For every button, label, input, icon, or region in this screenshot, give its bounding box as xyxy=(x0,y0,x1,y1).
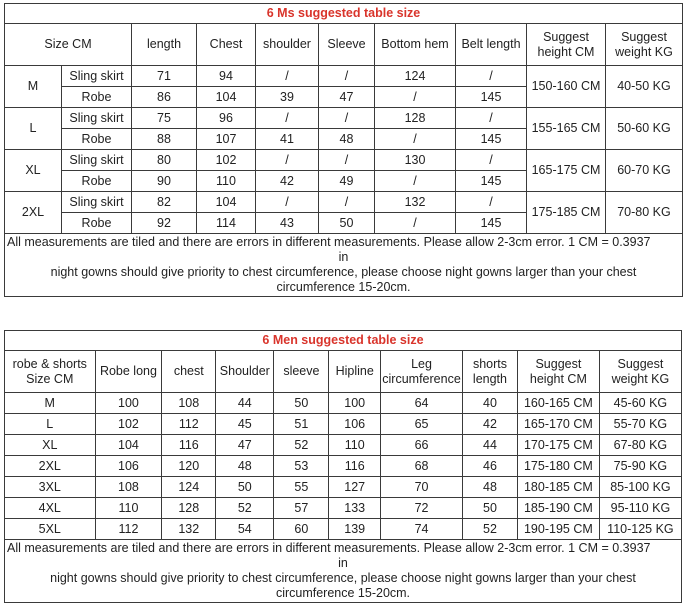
women-size-table xyxy=(4,3,683,297)
women-table-title: 6 Ms suggested table size xyxy=(5,4,683,24)
belt-length-cell: 145 xyxy=(456,171,527,192)
header-robe-long: Robe long xyxy=(95,351,162,393)
suggest-weight-cell: 45-60 KG xyxy=(599,393,681,414)
length-cell: 82 xyxy=(132,192,197,213)
hipline-cell: 106 xyxy=(329,414,381,435)
header-length: length xyxy=(132,24,197,66)
suggest-weight-cell: 95-110 KG xyxy=(599,498,681,519)
garment-cell: Sling skirt xyxy=(62,108,132,129)
shoulder-cell: / xyxy=(256,150,319,171)
shoulder-cell: 41 xyxy=(256,129,319,150)
length-cell: 88 xyxy=(132,129,197,150)
suggest-height-cell: 190-195 CM xyxy=(517,519,599,540)
shoulder-cell: 52 xyxy=(216,498,274,519)
length-cell: 80 xyxy=(132,150,197,171)
shorts-length-cell: 44 xyxy=(462,435,517,456)
sleeve-cell: 52 xyxy=(274,435,329,456)
robe-long-cell: 106 xyxy=(95,456,162,477)
leg-circumference-cell: 68 xyxy=(381,456,463,477)
shoulder-cell: 39 xyxy=(256,87,319,108)
bottom-hem-cell: 132 xyxy=(375,192,456,213)
shorts-length-cell: 52 xyxy=(462,519,517,540)
suggest-height-cell: 150-160 CM xyxy=(527,66,606,108)
header-suggest-height: Suggest height CM xyxy=(527,24,606,66)
men-header-row xyxy=(5,351,682,393)
chest-cell: 104 xyxy=(197,192,256,213)
size-cell: 2XL xyxy=(5,192,62,234)
shoulder-cell: / xyxy=(256,108,319,129)
chest-cell: 128 xyxy=(162,498,216,519)
sleeve-cell: 53 xyxy=(274,456,329,477)
bottom-hem-cell: 128 xyxy=(375,108,456,129)
robe-long-cell: 104 xyxy=(95,435,162,456)
men-note-line3: night gowns should give priority to chest circumference, please choose night gowns larger than your chest xyxy=(50,571,636,585)
shorts-length-cell: 48 xyxy=(462,477,517,498)
belt-length-cell: / xyxy=(456,192,527,213)
belt-length-cell: 145 xyxy=(456,87,527,108)
header-sleeve: Sleeve xyxy=(319,24,375,66)
chest-cell: 114 xyxy=(197,213,256,234)
women-note-line3: night gowns should give priority to chest circumference, please choose night gowns larger than your chest xyxy=(50,265,637,279)
sleeve-cell: / xyxy=(319,108,375,129)
header-shoulder: Shoulder xyxy=(216,351,274,393)
size-cell: XL xyxy=(5,150,62,192)
shorts-length-cell: 42 xyxy=(462,414,517,435)
garment-cell: Robe xyxy=(62,171,132,192)
shoulder-cell: 54 xyxy=(216,519,274,540)
men-note xyxy=(5,540,682,603)
garment-cell: Robe xyxy=(62,87,132,108)
bottom-hem-cell: / xyxy=(375,129,456,150)
suggest-weight-cell: 60-70 KG xyxy=(606,150,683,192)
hipline-cell: 100 xyxy=(329,393,381,414)
sleeve-cell: / xyxy=(319,150,375,171)
suggest-weight-cell: 40-50 KG xyxy=(606,66,683,108)
suggest-height-cell: 185-190 CM xyxy=(517,498,599,519)
chest-cell: 102 xyxy=(197,150,256,171)
header-shorts-length: shorts length xyxy=(462,351,517,393)
chest-cell: 94 xyxy=(197,66,256,87)
bottom-hem-cell: 124 xyxy=(375,66,456,87)
suggest-weight-cell: 70-80 KG xyxy=(606,192,683,234)
suggest-weight-cell: 50-60 KG xyxy=(606,108,683,150)
suggest-height-cell: 165-170 CM xyxy=(517,414,599,435)
chest-cell: 107 xyxy=(197,129,256,150)
chest-cell: 112 xyxy=(162,414,216,435)
leg-circumference-cell: 66 xyxy=(381,435,463,456)
men-table-title: 6 Men suggested table size xyxy=(5,331,682,351)
shoulder-cell: 47 xyxy=(216,435,274,456)
hipline-cell: 116 xyxy=(329,456,381,477)
table-row xyxy=(5,435,682,456)
leg-circumference-cell: 64 xyxy=(381,393,463,414)
size-cell: M xyxy=(5,393,96,414)
header-suggest-weight: Suggest weight KG xyxy=(599,351,681,393)
men-note-line2: in xyxy=(338,556,348,570)
men-size-table xyxy=(4,330,682,603)
header-size: Size CM xyxy=(5,24,132,66)
leg-circumference-cell: 72 xyxy=(381,498,463,519)
belt-length-cell: 145 xyxy=(456,129,527,150)
suggest-height-cell: 180-185 CM xyxy=(517,477,599,498)
table-row xyxy=(5,192,683,213)
belt-length-cell: / xyxy=(456,66,527,87)
women-note-line1: All measurements are tiled and there are errors in different measurements. Please allow 2-3cm error. 1 CM = 0.3937 xyxy=(7,235,651,249)
size-cell: XL xyxy=(5,435,96,456)
table-row xyxy=(5,414,682,435)
suggest-weight-cell: 55-70 KG xyxy=(599,414,681,435)
sleeve-cell: 51 xyxy=(274,414,329,435)
shoulder-cell: / xyxy=(256,192,319,213)
sleeve-cell: 50 xyxy=(319,213,375,234)
sleeve-cell: 57 xyxy=(274,498,329,519)
belt-length-cell: 145 xyxy=(456,213,527,234)
bottom-hem-cell: / xyxy=(375,87,456,108)
leg-circumference-cell: 74 xyxy=(381,519,463,540)
garment-cell: Robe xyxy=(62,129,132,150)
table-row xyxy=(5,519,682,540)
header-suggest-height: Suggest height CM xyxy=(517,351,599,393)
header-belt-length: Belt length xyxy=(456,24,527,66)
suggest-height-cell: 175-180 CM xyxy=(517,456,599,477)
garment-cell: Sling skirt xyxy=(62,66,132,87)
women-header-row xyxy=(5,24,683,66)
leg-circumference-cell: 65 xyxy=(381,414,463,435)
length-cell: 86 xyxy=(132,87,197,108)
sleeve-cell: 49 xyxy=(319,171,375,192)
header-shoulder: shoulder xyxy=(256,24,319,66)
sleeve-cell: 47 xyxy=(319,87,375,108)
belt-length-cell: / xyxy=(456,108,527,129)
robe-long-cell: 112 xyxy=(95,519,162,540)
men-note-line1: All measurements are tiled and there are errors in different measurements. Please allow 2-3cm error. 1 CM = 0.3937 xyxy=(7,541,651,555)
women-note xyxy=(5,234,683,297)
table-row xyxy=(5,477,682,498)
table-row xyxy=(5,108,683,129)
size-cell: M xyxy=(5,66,62,108)
length-cell: 71 xyxy=(132,66,197,87)
chest-cell: 96 xyxy=(197,108,256,129)
garment-cell: Robe xyxy=(62,213,132,234)
shorts-length-cell: 40 xyxy=(462,393,517,414)
length-cell: 90 xyxy=(132,171,197,192)
shoulder-cell: 43 xyxy=(256,213,319,234)
suggest-weight-cell: 67-80 KG xyxy=(599,435,681,456)
header-leg-circumference: Leg circumference xyxy=(381,351,463,393)
size-cell: L xyxy=(5,414,96,435)
header-size: robe & shorts Size CM xyxy=(5,351,96,393)
suggest-weight-cell: 85-100 KG xyxy=(599,477,681,498)
table-row xyxy=(5,150,683,171)
chest-cell: 110 xyxy=(197,171,256,192)
bottom-hem-cell: 130 xyxy=(375,150,456,171)
women-note-row xyxy=(5,234,683,297)
length-cell: 75 xyxy=(132,108,197,129)
shoulder-cell: 48 xyxy=(216,456,274,477)
size-cell: L xyxy=(5,108,62,150)
robe-long-cell: 110 xyxy=(95,498,162,519)
suggest-weight-cell: 75-90 KG xyxy=(599,456,681,477)
size-cell: 4XL xyxy=(5,498,96,519)
suggest-height-cell: 170-175 CM xyxy=(517,435,599,456)
sleeve-cell: 60 xyxy=(274,519,329,540)
robe-long-cell: 100 xyxy=(95,393,162,414)
suggest-height-cell: 165-175 CM xyxy=(527,150,606,192)
header-chest: Chest xyxy=(197,24,256,66)
chest-cell: 124 xyxy=(162,477,216,498)
garment-cell: Sling skirt xyxy=(62,192,132,213)
sleeve-cell: / xyxy=(319,66,375,87)
chest-cell: 120 xyxy=(162,456,216,477)
table-row xyxy=(5,393,682,414)
header-bottom-hem: Bottom hem xyxy=(375,24,456,66)
bottom-hem-cell: / xyxy=(375,213,456,234)
hipline-cell: 133 xyxy=(329,498,381,519)
hipline-cell: 110 xyxy=(329,435,381,456)
shorts-length-cell: 50 xyxy=(462,498,517,519)
men-note-line4: circumference 15-20cm. xyxy=(275,586,411,600)
size-cell: 3XL xyxy=(5,477,96,498)
bottom-hem-cell: / xyxy=(375,171,456,192)
size-cell: 2XL xyxy=(5,456,96,477)
suggest-height-cell: 155-165 CM xyxy=(527,108,606,150)
table-row xyxy=(5,456,682,477)
chest-cell: 132 xyxy=(162,519,216,540)
header-chest: chest xyxy=(162,351,216,393)
table-row xyxy=(5,66,683,87)
shorts-length-cell: 46 xyxy=(462,456,517,477)
chest-cell: 108 xyxy=(162,393,216,414)
shoulder-cell: 42 xyxy=(256,171,319,192)
suggest-weight-cell: 110-125 KG xyxy=(599,519,681,540)
shoulder-cell: 45 xyxy=(216,414,274,435)
sleeve-cell: / xyxy=(319,192,375,213)
size-cell: 5XL xyxy=(5,519,96,540)
robe-long-cell: 108 xyxy=(95,477,162,498)
robe-long-cell: 102 xyxy=(95,414,162,435)
men-note-row xyxy=(5,540,682,603)
sleeve-cell: 55 xyxy=(274,477,329,498)
belt-length-cell: / xyxy=(456,150,527,171)
shoulder-cell: 50 xyxy=(216,477,274,498)
women-note-line2: in xyxy=(338,250,349,264)
shoulder-cell: 44 xyxy=(216,393,274,414)
garment-cell: Sling skirt xyxy=(62,150,132,171)
suggest-height-cell: 175-185 CM xyxy=(527,192,606,234)
sleeve-cell: 48 xyxy=(319,129,375,150)
length-cell: 92 xyxy=(132,213,197,234)
leg-circumference-cell: 70 xyxy=(381,477,463,498)
shoulder-cell: / xyxy=(256,66,319,87)
header-hipline: Hipline xyxy=(329,351,381,393)
chest-cell: 104 xyxy=(197,87,256,108)
chest-cell: 116 xyxy=(162,435,216,456)
table-row xyxy=(5,498,682,519)
header-suggest-weight: Suggest weight KG xyxy=(606,24,683,66)
women-note-line4: circumference 15-20cm. xyxy=(276,280,411,294)
sleeve-cell: 50 xyxy=(274,393,329,414)
header-sleeve: sleeve xyxy=(274,351,329,393)
hipline-cell: 127 xyxy=(329,477,381,498)
suggest-height-cell: 160-165 CM xyxy=(517,393,599,414)
hipline-cell: 139 xyxy=(329,519,381,540)
